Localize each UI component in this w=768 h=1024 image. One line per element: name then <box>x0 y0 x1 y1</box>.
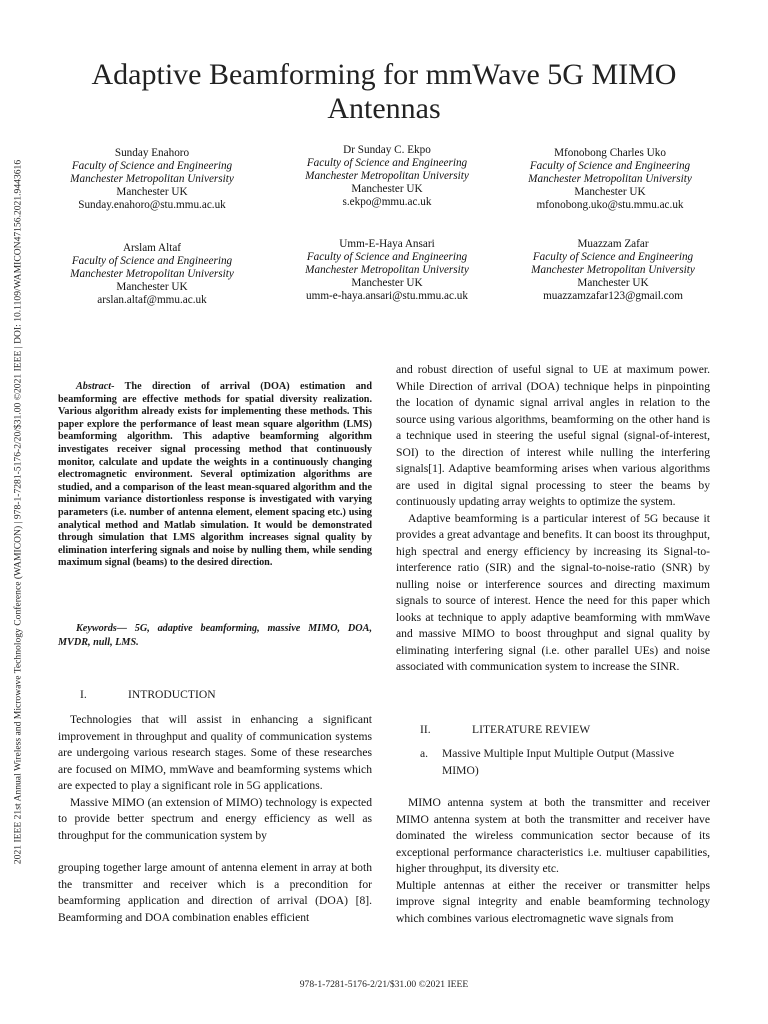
author-faculty: Faculty of Science and Engineering <box>71 255 233 267</box>
author-block <box>32 242 272 307</box>
body-paragraph: Adaptive beamforming is a particular interest of 5G because it provides a great advantage and benefits. It can boost its throughput, high spectral and energy efficiency by increasing its Signal-to-interference ratio (SIR) and the signal-to-noise-ratio (SNR) by nulling noise or interference sources and directing maximum signals to source of interest. Hence the need for this paper which looks at technique to apply adaptive beamforming with mmWave and massive MIMO to boost throughput and signal quality by eliminating interfering signal (i.e. other parallel UEs) and noise associated with communication system to increase the SINR. <box>396 511 710 673</box>
author-email: arslan.altaf@mmu.ac.uk <box>97 294 207 306</box>
author-name: Muazzam Zafar <box>577 238 649 250</box>
author-faculty: Faculty of Science and Engineering <box>532 251 694 263</box>
abstract-lead: Abstract- <box>76 381 115 392</box>
author-faculty: Faculty of Science and Engineering <box>306 251 468 263</box>
abstract-text: The direction of arrival (DOA) estimation and beamforming are effective methods for spatial diversity realization. Various algorithm already exists for implementing these methods. This paper explore the performance of least mean square algorithm (LMS) beamforming algorithm. This adaptive beamforming algorithm investigates receiver signal processing method that continuously monitor, calculate and update the weights in a continuously changing electromagnetic environment. Several optimization algorithms are studied, and a comparison of the least mean-squared algorithm and the minimum variance distortionless response is investigated with varying parameters (i.e. number of antenna element, element spacing etc.) using analytical method and Matlab simulation. It would be demonstrated through simulation that LMS algorithm increases signal quality by elimination interfering signals and noise by nulling them, while sending maximum signal (beams) to the desired direction. <box>58 381 372 569</box>
body-paragraph: MIMO antenna system at both the transmitter and receiver MIMO antenna system at both the transmitter and receiver have dominated the wireless communication sector because of its exceptional performance characteristics i.e. multiuser capabilities, higher throughput, its diversity etc. <box>396 796 710 875</box>
paper-title: Adaptive Beamforming for mmWave 5G MIMO Antennas <box>91 58 677 125</box>
author-name: Sunday Enahoro <box>114 147 190 159</box>
author-city: Manchester UK <box>577 277 649 289</box>
section-heading-introduction <box>80 688 216 701</box>
intro-paragraph: grouping together large amount of antenna element in array at both the transmitter and receiver which is a precondition for beamforming application and direction of arrival (DOA) [8]. Beamforming and DOA combination enables efficient <box>58 861 372 924</box>
author-city: Manchester UK <box>116 186 188 198</box>
author-city: Manchester UK <box>574 186 646 198</box>
intro-text <box>58 712 372 844</box>
abstract <box>58 381 372 570</box>
intro-paragraph: Massive MIMO (an extension of MIMO) technology is expected to provide better spectrum and energy efficiency as well as throughput for the communication system by <box>58 795 372 842</box>
author-email: mfonobong.uko@stu.mmu.ac.uk <box>536 199 684 211</box>
author-faculty: Faculty of Science and Engineering <box>306 157 468 169</box>
author-email: muazzamzafar123@gmail.com <box>543 290 683 302</box>
author-university: Manchester Metropolitan University <box>305 170 469 182</box>
author-email: s.ekpo@mmu.ac.uk <box>342 196 432 208</box>
intro-continued <box>58 860 372 926</box>
author-name: Dr Sunday C. Ekpo <box>343 144 431 156</box>
right-column-text <box>396 362 710 676</box>
literature-text <box>396 795 710 927</box>
author-city: Manchester UK <box>351 277 423 289</box>
subsection-title: Massive Multiple Input Multiple Output (Massive MIMO) <box>442 747 675 777</box>
author-email: Sunday.enahoro@stu.mmu.ac.uk <box>78 199 226 211</box>
author-university: Manchester Metropolitan University <box>528 173 692 185</box>
subsection-heading <box>420 746 712 779</box>
author-faculty: Faculty of Science and Engineering <box>71 160 233 172</box>
author-university: Manchester Metropolitan University <box>70 173 234 185</box>
author-university: Manchester Metropolitan University <box>305 264 469 276</box>
author-block <box>32 147 272 212</box>
author-email: umm-e-haya.ansari@stu.mmu.ac.uk <box>306 290 468 302</box>
keywords: Keywords— 5G, adaptive beamforming, massive MIMO, DOA, MVDR, null, LMS. <box>58 623 372 648</box>
author-city: Manchester UK <box>116 281 188 293</box>
section-heading-literature-review <box>420 723 590 736</box>
subsection-letter: a. <box>420 747 429 760</box>
author-name: Umm-E-Haya Ansari <box>339 238 435 250</box>
author-block <box>267 144 507 209</box>
author-block <box>267 238 507 303</box>
author-faculty: Faculty of Science and Engineering <box>529 160 691 172</box>
author-city: Manchester UK <box>351 183 423 195</box>
author-block <box>493 238 733 303</box>
section-number: II. <box>420 723 431 736</box>
author-name: Mfonobong Charles Uko <box>554 147 666 159</box>
author-university: Manchester Metropolitan University <box>70 268 234 280</box>
doi-sidebar <box>10 152 26 872</box>
author-name: Arslam Altaf <box>122 242 182 254</box>
intro-paragraph: Technologies that will assist in enhancing a significant improvement in throughput and quality of communication systems are undergoing various research stages. Some of these researches are focused on MIMO, mmWave and beamforming systems which are expected to play a significant role in 5G applications. <box>58 713 372 792</box>
page-footer: 978-1-7281-5176-2/21/$31.00 ©2021 IEEE <box>299 979 469 990</box>
body-paragraph: and robust direction of useful signal to UE at maximum power. While Direction of arrival (DOA) technique helps in pinpointing the location of dynamic signal arrival angles in relation to the source using various algorithms, beamforming on the other hand is a technique used in steering the useful signal (signal-of-interest, SOI) to the direction of interest while nulling the interfering signals[1]. Adaptive beamforming arises when various algorithms are used in digital signal processing to steer the beams by continuously updating array weights to optimize the system. <box>396 363 710 508</box>
body-paragraph: Multiple antennas at either the receiver or transmitter helps improve signal integrity and enable beamforming technology which combines various electromagnetic wave signals from <box>396 878 710 925</box>
section-title: LITERATURE REVIEW <box>472 723 591 736</box>
section-number: I. <box>80 688 87 701</box>
author-block <box>490 147 730 212</box>
section-title: INTRODUCTION <box>128 688 216 701</box>
author-university: Manchester Metropolitan University <box>531 264 695 276</box>
doi-sidebar-text: 2021 IEEE 21st Annual Wireless and Microwave Technology Conference (WAMICON) | 978-1-7281-5176-2/20/$31.00 ©2021 IEEE | DOI: 10.1109/WAMICON47156.2021.9443616 <box>12 159 24 865</box>
